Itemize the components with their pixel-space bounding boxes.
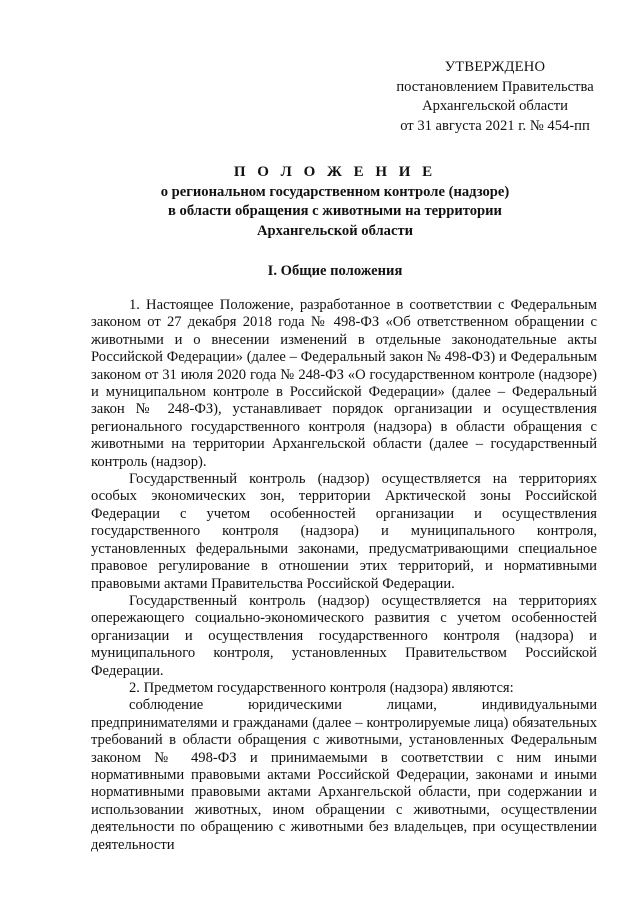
paragraph: Государственный контроль (надзор) осуществляется на территориях опережающего социально-экономического развития с учетом особенностей организации и осуществления государственного контроля (надзора) и муниципального контроля, установленных Правительством Российской Федерации. xyxy=(91,592,597,679)
title-main: П О Л О Ж Е Н И Е xyxy=(233,164,437,180)
title-line-2: в области обращения с животными на территории xyxy=(168,203,502,219)
title-line-3: Архангельской области xyxy=(256,222,414,239)
approval-line-2: Архангельской области xyxy=(422,98,568,114)
paragraph: 2. Предметом государственного контроля (надзора) являются: xyxy=(129,679,514,696)
approval-heading: УТВЕРЖДЕНО xyxy=(444,59,546,75)
paragraph: 1. Настоящее Положение, разработанное в соответствии с Федеральным законом от 27 декабря 2018 года № 498-ФЗ «Об ответственном обращении с животными и о внесении изменений в отдельные законодательные акты Российской Федерации» (далее – Федеральный закон № 498-ФЗ) и Федеральным законом от 31 июля 2020 года № 248-ФЗ «О государственном контроле (надзоре) и муниципальном контроле в Российской Федерации» (далее – Федеральный закон № 248-ФЗ), устанавливает порядок организации и осуществления регионального государственного контроля (надзора) в области обращения с животными на территории Архангельской области (далее – государственный контроль (надзор). xyxy=(91,297,597,470)
title-line-1: о региональном государственном контроле (надзоре) xyxy=(160,183,510,200)
approval-line-3: от 31 августа 2021 г. № 454-пп xyxy=(400,117,590,134)
document-title xyxy=(80,163,590,241)
paragraph: соблюдение юридическими лицами, индивидуальными предпринимателями и гражданами (далее – контролируемые лица) обязательных требований в области обращения с животными, установленных Федеральным законом № 498-ФЗ и принимаемыми в соответствии с ним иными нормативными правовыми актами Российской Федерации, законами и иными нормативными правовыми актами Архангельской области, при содержании и использовании животных, ином обращении с животными, осуществлении деятельности по обращению с животными без владельцев, при осуществлении деятельности xyxy=(91,697,597,853)
paragraph: Государственный контроль (надзор) осуществляется на территориях особых экономических зон, территории Арктической зоны Российской Федерации с учетом особенностей организации и осуществления государственного контроля (надзора) и муниципального контроля, установленных федеральными законами, предусматривающими специальное правовое регулирование в отношении этих территорий, и нормативными правовыми актами Правительства Российской Федерации. xyxy=(91,471,597,592)
approval-line-1: постановлением Правительства xyxy=(396,78,594,95)
document-body xyxy=(91,297,597,854)
section-heading: I. Общие положения xyxy=(267,263,403,279)
approval-stamp xyxy=(390,58,600,136)
